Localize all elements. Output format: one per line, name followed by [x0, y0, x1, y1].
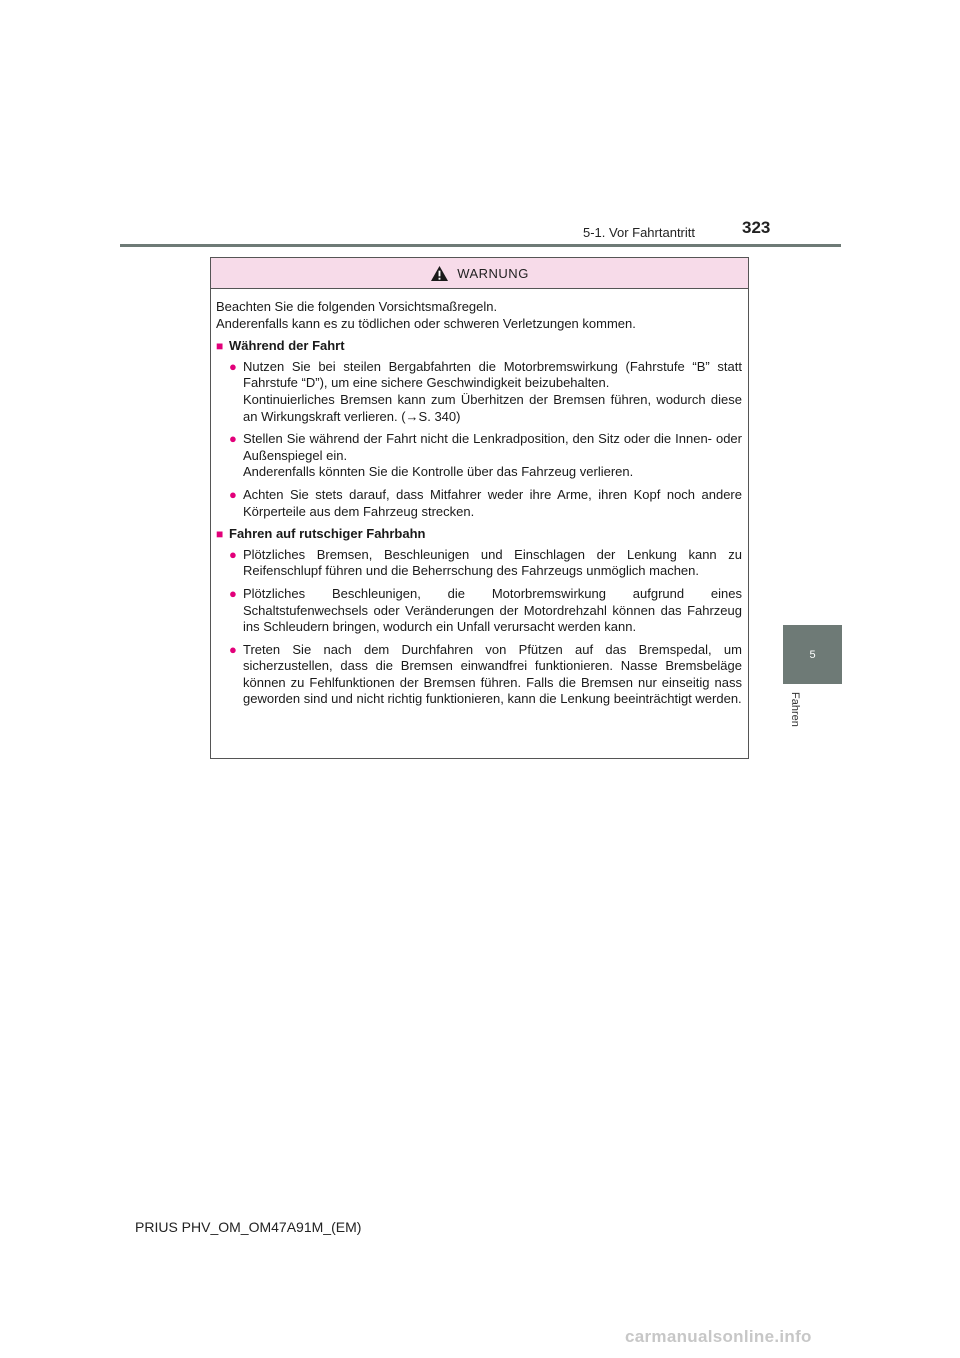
- round-bullet-icon: ●: [229, 585, 237, 601]
- warning-title: WARNUNG: [457, 265, 529, 281]
- round-bullet-icon: ●: [229, 358, 237, 374]
- section-title: 5-1. Vor Fahrtantritt: [583, 225, 695, 240]
- page-number: 323: [742, 218, 771, 237]
- section-heading: [216, 338, 742, 355]
- item-paragraph: Stellen Sie während der Fahrt nicht die Lenkradposition, den Sitz oder die Innen- oder Außenspiegel ein.: [243, 431, 742, 463]
- intro-line: Anderenfalls kann es zu tödlichen oder schweren Verletzungen kommen.: [216, 315, 636, 331]
- chapter-label: Fahren: [789, 692, 801, 727]
- list-item: [229, 359, 742, 425]
- item-paragraph: Treten Sie nach dem Durchfahren von Pfützen auf das Bremspedal, um sicherzustellen, dass die Bremsen einwandfrei funktionieren. Nasse Bremsbeläge können zu Fehlfunktionen der Bremsen führen. Falls die Bremsen nur einseitig nass geworden sind und nicht richtig funktionieren, kann die Lenkung beeinträchtigt werden.: [243, 641, 742, 707]
- chapter-tab: [783, 625, 842, 684]
- warning-body: [211, 289, 748, 708]
- round-bullet-icon: ●: [229, 641, 237, 657]
- item-paragraph: Plötzliches Beschleunigen, die Motorbremswirkung aufgrund eines Schaltstufenwechsels oder Veränderungen der Motordrehzahl können das Fahrzeug ins Schleudern bringen, wodurch ein Unfall verursacht werden kann.: [243, 585, 742, 635]
- document-code: PRIUS PHV_OM_OM47A91M_(EM): [135, 1219, 362, 1235]
- round-bullet-icon: ●: [229, 486, 237, 502]
- page-header: [0, 0, 960, 250]
- square-bullet-icon: ■: [216, 339, 224, 354]
- warning-header: [211, 258, 748, 289]
- list-item: [229, 487, 742, 520]
- round-bullet-icon: ●: [229, 431, 237, 447]
- section-heading-text: Während der Fahrt: [229, 338, 345, 354]
- item-paragraph: Achten Sie stets darauf, dass Mitfahrer weder ihre Arme, ihren Kopf noch andere Körperteile aus dem Fahrzeug strecken.: [243, 486, 742, 519]
- square-bullet-icon: ■: [216, 527, 224, 542]
- list-item: [229, 547, 742, 580]
- list-item: [229, 586, 742, 636]
- list-item: [229, 431, 742, 481]
- section-heading-text: Fahren auf rutschiger Fahrbahn: [229, 526, 426, 542]
- warning-triangle-icon: [430, 265, 449, 282]
- intro-line: Beachten Sie die folgenden Vorsichtsmaßregeln.: [216, 299, 498, 314]
- warning-intro: [216, 299, 742, 332]
- header-rule: [120, 244, 841, 247]
- chapter-number: 5: [809, 648, 816, 661]
- round-bullet-icon: ●: [229, 546, 237, 562]
- warning-box: [210, 257, 749, 759]
- item-paragraph: Kontinuierliches Bremsen kann zum Überhitzen der Bremsen führen, wodurch diese an Wirkungskraft verlieren. (→S. 340): [243, 391, 742, 424]
- item-paragraph: Plötzliches Bremsen, Beschleunigen und Einschlagen der Lenkung kann zu Reifenschlupf führen und die Beherrschung des Fahrzeugs unmöglich machen.: [243, 546, 742, 579]
- list-item: [229, 642, 742, 708]
- watermark: carmanualsonline.info: [625, 1327, 812, 1346]
- item-paragraph: Nutzen Sie bei steilen Bergabfahrten die Motorbremswirkung (Fahrstufe “B” statt Fahrstufe “D”), um eine sichere Geschwindigkeit beizubehalten.: [243, 358, 742, 391]
- section-heading: [216, 526, 742, 543]
- item-paragraph: Anderenfalls könnten Sie die Kontrolle über das Fahrzeug verlieren.: [243, 464, 634, 480]
